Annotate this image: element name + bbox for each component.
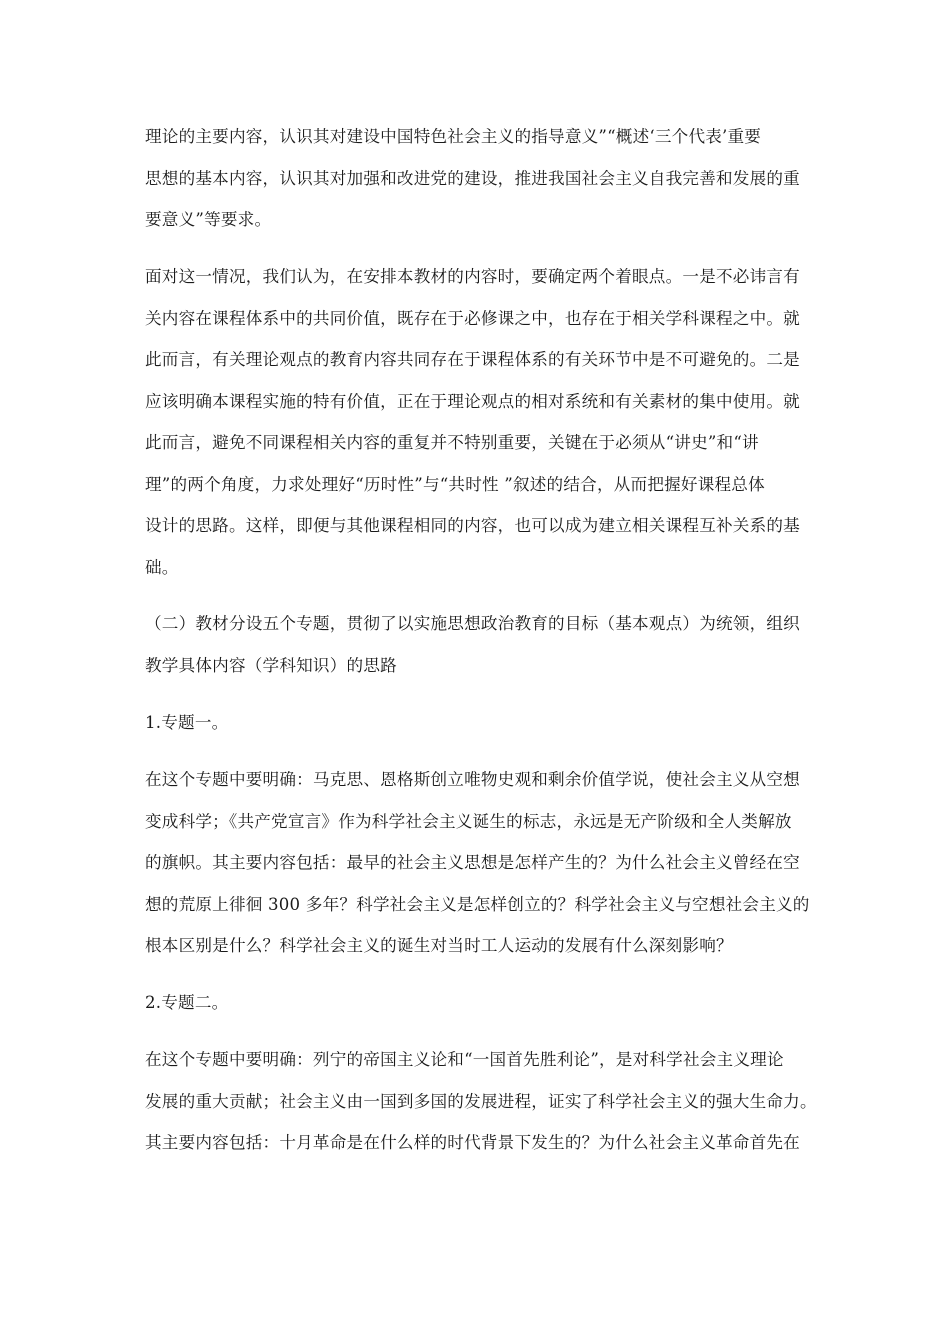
text-line: 在这个专题中要明确：马克思、恩格斯创立唯物史观和剩余价值学说，使社会主义从空想 (145, 770, 800, 789)
text-line: 面对这一情况，我们认为，在安排本教材的内容时，要确定两个着眼点。一是不必讳言有 (145, 267, 800, 286)
text-line: 发展的重大贡献；社会主义由一国到多国的发展进程，证实了科学社会主义的强大生命力。 (145, 1092, 817, 1111)
text-line: 础。 (145, 558, 179, 577)
text-line: 设计的思路。这样，即便与其他课程相同的内容，也可以成为建立相关课程互补关系的基 (145, 516, 800, 535)
text-line: 想的荒原上徘徊 300 多年？科学社会主义是怎样创立的？科学社会主义与空想社会主义的 (145, 895, 810, 914)
text-line: 要意义”等要求。 (145, 210, 272, 229)
text-line: 在这个专题中要明确：列宁的帝国主义论和“一国首先胜利论”，是对科学社会主义理论 (145, 1050, 784, 1069)
text-line: 理”的两个角度，力求处理好“历时性”与“共时性 ”叙述的结合，从而把握好课程总体 (145, 475, 765, 494)
text-line: 应该明确本课程实施的特有价值，正在于理论观点的相对系统和有关素材的集中使用。就 (145, 392, 800, 411)
text-line: 1.专题一。 (145, 713, 229, 732)
text-line: 其主要内容包括：十月革命是在什么样的时代背景下发生的？为什么社会主义革命首先在 (145, 1133, 800, 1152)
text-line: 关内容在课程体系中的共同价值，既存在于必修课之中，也存在于相关学科课程之中。就 (145, 309, 800, 328)
text-line: 变成科学；《共产党宣言》作为科学社会主义诞生的标志，永远是无产阶级和全人类解放 (145, 812, 792, 831)
text-line: 思想的基本内容，认识其对加强和改进党的建设，推进我国社会主义自我完善和发展的重 (145, 169, 800, 188)
text-line: 此而言，有关理论观点的教育内容共同存在于课程体系的有关环节中是不可避免的。二是 (145, 350, 800, 369)
text-line: （二）教材分设五个专题，贯彻了以实施思想政治教育的目标（基本观点）为统领，组织 (145, 614, 800, 633)
text-line: 的旗帜。其主要内容包括：最早的社会主义思想是怎样产生的？为什么社会主义曾经在空 (145, 853, 800, 872)
text-line: 根本区别是什么？科学社会主义的诞生对当时工人运动的发展有什么深刻影响？ (145, 936, 733, 955)
text-line: 理论的主要内容，认识其对建设中国特色社会主义的指导意义”“概述‘三个代表’重要 (145, 127, 762, 146)
text-line: 2.专题二。 (145, 993, 229, 1012)
text-line: 教学具体内容（学科知识）的思路 (145, 656, 397, 675)
text-line: 此而言，避免不同课程相关内容的重复并不特别重要，关键在于必须从“讲史”和“讲 (145, 433, 759, 452)
